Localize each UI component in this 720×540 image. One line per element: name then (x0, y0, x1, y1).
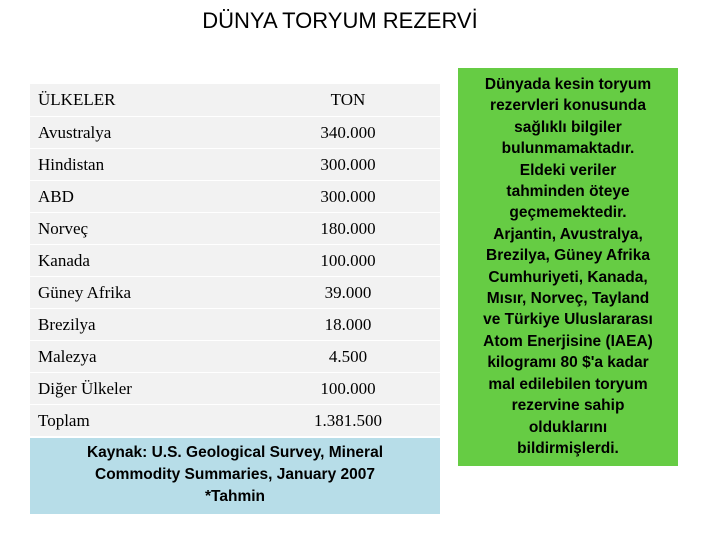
table-row (30, 149, 440, 181)
row-amount: 1.381.500 (314, 410, 382, 430)
note-line: tahminden öteye (506, 183, 630, 201)
table-row (30, 245, 440, 277)
note-line: Atom Enerjisine (IAEA) (483, 332, 653, 350)
table-row (30, 181, 440, 213)
note-line: rezervleri konusunda (490, 97, 646, 115)
page-title: DÜNYA TORYUM REZERVİ (202, 8, 478, 33)
table-row (30, 373, 440, 405)
note-line: Arjantin, Avustralya, (493, 225, 643, 243)
note-line: bulunmamaktadır. (501, 140, 635, 158)
table-header-row (30, 84, 440, 117)
row-amount: 180.000 (320, 218, 376, 238)
source-line: *Tahmin (205, 488, 265, 505)
note-line: rezervine sahip (511, 397, 625, 415)
note-line: Dünyada kesin toryum (484, 76, 652, 93)
note-box (458, 68, 678, 466)
note-line: ve Türkiye Uluslararası (483, 311, 653, 329)
header-amount: TON (330, 90, 366, 109)
row-country: Malezya (38, 346, 97, 366)
row-country: Avustralya (38, 122, 112, 142)
row-amount: 18.000 (324, 314, 372, 334)
table-row (30, 213, 440, 245)
row-amount: 100.000 (320, 378, 376, 398)
row-country: Güney Afrika (38, 282, 132, 302)
source-line: Commodity Summaries, January 2007 (95, 466, 375, 483)
thorium-reserve-table (30, 84, 440, 437)
note-line: olduklarını (528, 418, 608, 436)
row-amount: 39.000 (324, 282, 372, 302)
row-country: Toplam (38, 410, 90, 430)
note-line: sağlıklı bilgiler (514, 118, 622, 136)
row-amount: 4.500 (328, 346, 368, 366)
row-amount: 340.000 (320, 122, 376, 142)
row-country: Kanada (38, 250, 90, 270)
row-country: Diğer Ülkeler (38, 378, 132, 398)
table-row (30, 309, 440, 341)
header-country: ÜLKELER (38, 90, 116, 109)
note-line: mal edilebilen toryum (488, 375, 648, 393)
note-line: Mısır, Norveç, Tayland (486, 290, 650, 308)
row-amount: 300.000 (320, 154, 376, 174)
note-line: Eldeki veriler (519, 161, 617, 179)
note-line: Brezilya, Güney Afrika (486, 247, 650, 265)
note-line: bildirmişlerdi. (517, 439, 619, 457)
row-country: Norveç (38, 218, 89, 238)
source-box (30, 438, 440, 514)
table-row (30, 341, 440, 373)
row-country: Brezilya (38, 314, 96, 334)
row-amount: 300.000 (320, 186, 376, 206)
note-line: geçmemektedir. (509, 204, 627, 222)
row-country: Hindistan (38, 154, 105, 174)
note-line: Cumhuriyeti, Kanada, (488, 268, 648, 286)
table-row-total (30, 405, 440, 437)
row-amount: 100.000 (320, 250, 376, 270)
note-line: kilogramı 80 $'a kadar (487, 354, 649, 372)
row-country: ABD (38, 186, 74, 206)
table-row (30, 277, 440, 309)
source-line: Kaynak: U.S. Geological Survey, Mineral (86, 444, 384, 461)
table-row (30, 117, 440, 149)
